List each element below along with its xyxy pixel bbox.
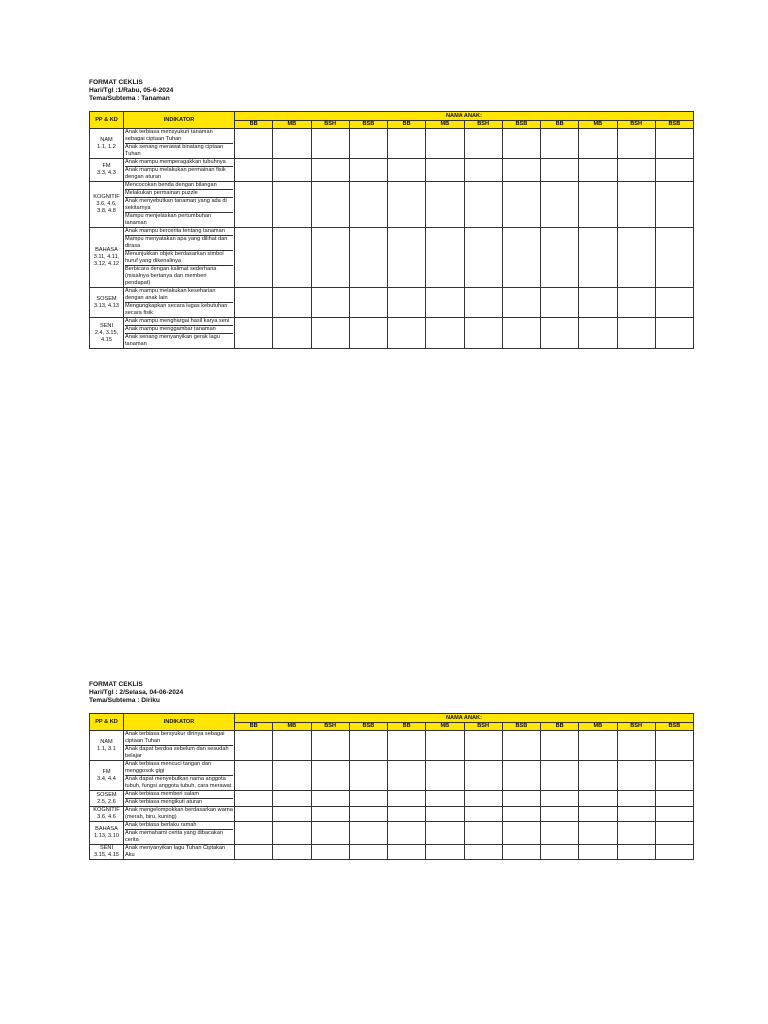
col-nama-anak: NAMA ANAK: (235, 714, 694, 723)
level-header: BSH (464, 121, 502, 129)
checkbox-cell[interactable] (235, 807, 273, 822)
checkbox-cell[interactable] (273, 807, 311, 822)
pp-kd-cell: SOSEM 2.5, 2.6 (90, 791, 124, 807)
indicator-cell (124, 791, 235, 807)
checklist-table (89, 111, 694, 349)
checkbox-cell[interactable] (235, 318, 273, 349)
level-header: BSH (311, 121, 349, 129)
indicator-item: Anak terbiasa bersyukur dirinya sebagai ciptaan Tuhan (125, 731, 225, 744)
checkbox-cell[interactable] (655, 791, 693, 807)
checkbox-cell[interactable] (388, 129, 426, 159)
checkbox-cell[interactable] (349, 807, 387, 822)
checkbox-cell[interactable] (311, 288, 349, 318)
checkbox-cell[interactable] (617, 845, 655, 860)
checkbox-cell[interactable] (579, 159, 617, 182)
indicator-cell (124, 159, 235, 182)
level-header: BB (388, 121, 426, 129)
checkbox-cell[interactable] (617, 731, 655, 761)
checkbox-cell[interactable] (502, 182, 540, 228)
checkbox-cell[interactable] (388, 318, 426, 349)
checkbox-cell[interactable] (349, 822, 387, 845)
form-theme: Tema/Subtema : Diriku (89, 697, 160, 704)
level-header: BB (541, 121, 579, 129)
level-header: MB (426, 723, 464, 731)
indicator-item: Menunjukkan objek berdasarkan simbol huruf yang dikenalinya (125, 250, 233, 265)
checkbox-cell[interactable] (655, 129, 693, 159)
pp-kd-cell: FM 3.3, 4.3 (90, 159, 124, 182)
checkbox-cell[interactable] (349, 228, 387, 288)
table-row (90, 159, 694, 182)
indicator-item: Mampu menjelaskan pertumbuhan tanaman (125, 212, 233, 227)
checkbox-cell[interactable] (464, 129, 502, 159)
table-row (90, 807, 694, 822)
checkbox-cell[interactable] (311, 159, 349, 182)
indicator-item: Melakukan permainan puzzle (125, 189, 233, 197)
level-header: BB (235, 121, 273, 129)
checkbox-cell[interactable] (426, 791, 464, 807)
checkbox-cell[interactable] (502, 761, 540, 791)
checkbox-cell[interactable] (464, 822, 502, 845)
checkbox-cell[interactable] (273, 318, 311, 349)
checkbox-cell[interactable] (349, 182, 387, 228)
checkbox-cell[interactable] (464, 845, 502, 860)
checkbox-cell[interactable] (502, 807, 540, 822)
checkbox-cell[interactable] (502, 318, 540, 349)
level-header: BSH (311, 723, 349, 731)
level-header: BSH (617, 121, 655, 129)
checkbox-cell[interactable] (235, 228, 273, 288)
level-header: MB (426, 121, 464, 129)
checkbox-cell[interactable] (426, 845, 464, 860)
level-header: MB (273, 121, 311, 129)
checkbox-cell[interactable] (541, 288, 579, 318)
checkbox-cell[interactable] (426, 731, 464, 761)
checkbox-cell[interactable] (311, 807, 349, 822)
level-header: BSB (502, 723, 540, 731)
checkbox-cell[interactable] (388, 731, 426, 761)
checkbox-cell[interactable] (579, 288, 617, 318)
checkbox-cell[interactable] (617, 807, 655, 822)
level-header: BSB (655, 121, 693, 129)
indicator-cell (124, 288, 235, 318)
checkbox-cell[interactable] (541, 318, 579, 349)
checkbox-cell[interactable] (388, 807, 426, 822)
indicator-item: Mampu menyatakan apa yang dilihat dan dirasa (125, 235, 233, 250)
checkbox-cell[interactable] (502, 288, 540, 318)
pp-kd-cell: SENI 2.4, 3.15, 4.15 (90, 318, 124, 349)
table-row (90, 318, 694, 349)
indicator-item: Anak menyebutkan tanaman yang ada di sekitarnya (125, 197, 233, 212)
indicator-cell (124, 845, 235, 860)
col-pp-kd: PP & KD (90, 112, 124, 129)
checkbox-cell[interactable] (541, 807, 579, 822)
checkbox-cell[interactable] (235, 129, 273, 159)
pp-kd-cell: FM 3.4, 4.4 (90, 761, 124, 791)
checkbox-cell[interactable] (502, 791, 540, 807)
checkbox-cell[interactable] (617, 288, 655, 318)
pp-kd-cell: KOGNITIF 3.6, 4.6, 3.8, 4.8 (90, 182, 124, 228)
checkbox-cell[interactable] (655, 182, 693, 228)
checkbox-cell[interactable] (617, 318, 655, 349)
level-header: MB (273, 723, 311, 731)
indicator-item: Anak terbiasa mencuci tangan dan menggosok gigi (125, 761, 212, 774)
checkbox-cell[interactable] (617, 791, 655, 807)
level-header: BB (388, 723, 426, 731)
checkbox-cell[interactable] (349, 845, 387, 860)
checkbox-cell[interactable] (617, 822, 655, 845)
checkbox-cell[interactable] (311, 791, 349, 807)
checkbox-cell[interactable] (617, 182, 655, 228)
checkbox-cell[interactable] (579, 791, 617, 807)
checkbox-cell[interactable] (311, 761, 349, 791)
checklist-table (89, 713, 694, 860)
checkbox-cell[interactable] (464, 807, 502, 822)
checkbox-cell[interactable] (235, 845, 273, 860)
indicator-cell (124, 822, 235, 845)
table-row (90, 182, 694, 228)
checkbox-cell[interactable] (541, 822, 579, 845)
checkbox-cell[interactable] (235, 761, 273, 791)
checkbox-cell[interactable] (464, 318, 502, 349)
checkbox-cell[interactable] (541, 159, 579, 182)
pp-kd-cell: BAHASA 3.11, 4.11, 3.12, 4.12 (90, 228, 124, 288)
indicator-item: Anak dapat berdoa sebelum dan sesudah belajar (125, 745, 233, 760)
indicator-item: Anak mampu menggambar tanaman (125, 325, 233, 333)
level-header: BB (235, 723, 273, 731)
table-row (90, 288, 694, 318)
checkbox-cell[interactable] (426, 822, 464, 845)
indicator-item: Anak terbiasa mensyukuri tanaman sebagai ciptaan Tuhan (125, 129, 213, 142)
indicator-item: Anak menyanyikan lagu Tuhan Ciptakan Aku (125, 845, 226, 858)
checklist-form-2 (89, 681, 694, 860)
checkbox-cell[interactable] (579, 731, 617, 761)
table-row (90, 822, 694, 845)
pp-kd-cell: SENI 3.15, 4.15 (90, 845, 124, 860)
checkbox-cell[interactable] (273, 731, 311, 761)
checkbox-cell[interactable] (655, 318, 693, 349)
checkbox-cell[interactable] (464, 159, 502, 182)
indicator-item: Anak mampu bercerita tentang tanaman (125, 228, 225, 234)
indicator-item: Anak memahami cerita yang dibacakan cerita (125, 829, 233, 844)
checkbox-cell[interactable] (273, 822, 311, 845)
indicator-item: Anak mampu melakukan permainan fisik dengan aturan (125, 166, 233, 181)
checkbox-cell[interactable] (349, 159, 387, 182)
indicator-item: Anak mampu menghargai hasil karya seni (125, 318, 230, 324)
checkbox-cell[interactable] (311, 129, 349, 159)
checkbox-cell[interactable] (655, 845, 693, 860)
checkbox-cell[interactable] (541, 845, 579, 860)
checkbox-cell[interactable] (502, 822, 540, 845)
checkbox-cell[interactable] (617, 761, 655, 791)
checkbox-cell[interactable] (502, 228, 540, 288)
checkbox-cell[interactable] (541, 182, 579, 228)
checkbox-cell[interactable] (388, 845, 426, 860)
checkbox-cell[interactable] (235, 288, 273, 318)
checkbox-cell[interactable] (311, 731, 349, 761)
checkbox-cell[interactable] (655, 822, 693, 845)
form-theme: Tema/Subtema : Tanaman (89, 95, 170, 102)
checkbox-cell[interactable] (579, 129, 617, 159)
checkbox-cell[interactable] (426, 288, 464, 318)
checkbox-cell[interactable] (426, 807, 464, 822)
checkbox-cell[interactable] (273, 761, 311, 791)
form-title: FORMAT CEKLIS (89, 79, 143, 86)
checkbox-cell[interactable] (311, 822, 349, 845)
checkbox-cell[interactable] (349, 791, 387, 807)
indicator-cell (124, 731, 235, 761)
checkbox-cell[interactable] (349, 761, 387, 791)
checkbox-cell[interactable] (655, 761, 693, 791)
checkbox-cell[interactable] (464, 761, 502, 791)
table-row (90, 731, 694, 761)
table-row (90, 129, 694, 159)
checkbox-cell[interactable] (464, 288, 502, 318)
indicator-item: Anak terbiasa memberi salam (125, 791, 199, 797)
level-header: BSB (349, 121, 387, 129)
indicator-cell (124, 318, 235, 349)
indicator-item: Anak terbiasa berlaku ramah (125, 822, 197, 828)
checkbox-cell[interactable] (273, 159, 311, 182)
level-header: BSH (617, 723, 655, 731)
checkbox-cell[interactable] (388, 822, 426, 845)
level-header: BSB (349, 723, 387, 731)
indicator-cell (124, 129, 235, 159)
checkbox-cell[interactable] (655, 228, 693, 288)
pp-kd-cell: BAHASA 1.13, 3.10 (90, 822, 124, 845)
checkbox-cell[interactable] (502, 731, 540, 761)
checkbox-cell[interactable] (273, 845, 311, 860)
table-row (90, 845, 694, 860)
checkbox-cell[interactable] (502, 129, 540, 159)
col-indikator: INDIKATOR (124, 714, 235, 731)
indicator-item: Berbicara dengan kalimat sederhana (misalnya bertanya dan memberi pendapat) (125, 265, 233, 287)
pp-kd-cell: NAM 1.1, 1.2 (90, 129, 124, 159)
col-indikator: INDIKATOR (124, 112, 235, 129)
level-header: MB (579, 121, 617, 129)
indicator-cell (124, 182, 235, 228)
level-header: BSB (655, 723, 693, 731)
checkbox-cell[interactable] (273, 288, 311, 318)
pp-kd-cell: KOGNITIF 3.6, 4.6 (90, 807, 124, 822)
checkbox-cell[interactable] (541, 129, 579, 159)
checkbox-cell[interactable] (464, 791, 502, 807)
checkbox-cell[interactable] (541, 761, 579, 791)
checkbox-cell[interactable] (579, 182, 617, 228)
checkbox-cell[interactable] (579, 807, 617, 822)
indicator-cell (124, 807, 235, 822)
checkbox-cell[interactable] (349, 731, 387, 761)
checkbox-cell[interactable] (426, 159, 464, 182)
indicator-item: Anak mengelompokkan berdasarkan warna (merah, biru, kuning) (125, 807, 233, 820)
checkbox-cell[interactable] (235, 182, 273, 228)
checkbox-cell[interactable] (464, 182, 502, 228)
checkbox-cell[interactable] (388, 228, 426, 288)
pp-kd-cell: NAM 1.1, 3.1 (90, 731, 124, 761)
table-row (90, 791, 694, 807)
indicator-cell (124, 761, 235, 791)
checkbox-cell[interactable] (311, 182, 349, 228)
checkbox-cell[interactable] (349, 129, 387, 159)
checkbox-cell[interactable] (311, 845, 349, 860)
checkbox-cell[interactable] (388, 791, 426, 807)
checkbox-cell[interactable] (311, 318, 349, 349)
checkbox-cell[interactable] (426, 318, 464, 349)
checkbox-cell[interactable] (349, 288, 387, 318)
checkbox-cell[interactable] (502, 159, 540, 182)
checklist-form-1 (89, 79, 694, 349)
indicator-item: Anak mampu memperagakkan tubuhnya (125, 159, 226, 165)
checkbox-cell[interactable] (388, 182, 426, 228)
checkbox-cell[interactable] (579, 318, 617, 349)
table-row (90, 228, 694, 288)
pp-kd-cell: SOSEM 3.13, 4.13 (90, 288, 124, 318)
checkbox-cell[interactable] (617, 159, 655, 182)
checkbox-cell[interactable] (235, 791, 273, 807)
checkbox-cell[interactable] (426, 228, 464, 288)
checkbox-cell[interactable] (617, 228, 655, 288)
level-header: MB (579, 723, 617, 731)
checkbox-cell[interactable] (273, 129, 311, 159)
indicator-item: Anak mampu melakukan keseharian dengan anak lain (125, 288, 216, 301)
checkbox-cell[interactable] (273, 791, 311, 807)
table-row (90, 761, 694, 791)
checkbox-cell[interactable] (388, 159, 426, 182)
checkbox-cell[interactable] (388, 288, 426, 318)
indicator-item: Anak senang merawat binatang ciptaan Tuhan (125, 143, 233, 158)
checkbox-cell[interactable] (388, 761, 426, 791)
checkbox-cell[interactable] (426, 182, 464, 228)
form-date: Hari/Tgl : 2/Selasa, 04-06-2024 (89, 689, 184, 696)
level-header: BSH (464, 723, 502, 731)
checkbox-cell[interactable] (349, 318, 387, 349)
checkbox-cell[interactable] (235, 731, 273, 761)
indicator-item: Mengungkapkan secara lugas kebutuhan secara fisik (125, 302, 233, 317)
checkbox-cell[interactable] (311, 228, 349, 288)
checkbox-cell[interactable] (579, 761, 617, 791)
checkbox-cell[interactable] (541, 731, 579, 761)
checkbox-cell[interactable] (502, 845, 540, 860)
checkbox-cell[interactable] (273, 228, 311, 288)
level-header: BSB (502, 121, 540, 129)
checkbox-cell[interactable] (464, 731, 502, 761)
checkbox-cell[interactable] (655, 731, 693, 761)
checkbox-cell[interactable] (579, 822, 617, 845)
checkbox-cell[interactable] (579, 845, 617, 860)
checkbox-cell[interactable] (655, 288, 693, 318)
indicator-item: Anak senang menyanyikan gerak lagu tanaman (125, 333, 233, 348)
col-pp-kd: PP & KD (90, 714, 124, 731)
level-header: BB (541, 723, 579, 731)
checkbox-cell[interactable] (426, 129, 464, 159)
col-nama-anak: NAMA ANAK: (235, 112, 694, 121)
indicator-cell (124, 228, 235, 288)
checkbox-cell[interactable] (655, 807, 693, 822)
checkbox-cell[interactable] (541, 228, 579, 288)
indicator-item: Anak dapat menyebutkan nama anggota tubuh, fungsi anggota tubuh, cara merawat (125, 776, 232, 789)
indicator-item: Mencocokan benda dengan bilangan (125, 182, 217, 188)
checkbox-cell[interactable] (617, 129, 655, 159)
checkbox-cell[interactable] (464, 228, 502, 288)
checkbox-cell[interactable] (235, 159, 273, 182)
form-date: Hari/Tgl :1/Rabu, 05-6-2024 (89, 87, 174, 94)
checkbox-cell[interactable] (426, 761, 464, 791)
checkbox-cell[interactable] (235, 822, 273, 845)
checkbox-cell[interactable] (655, 159, 693, 182)
form-title: FORMAT CEKLIS (89, 681, 143, 688)
checkbox-cell[interactable] (579, 228, 617, 288)
indicator-item: Anak terbiasa mengikuti aturan (125, 798, 233, 806)
checkbox-cell[interactable] (273, 182, 311, 228)
checkbox-cell[interactable] (541, 791, 579, 807)
